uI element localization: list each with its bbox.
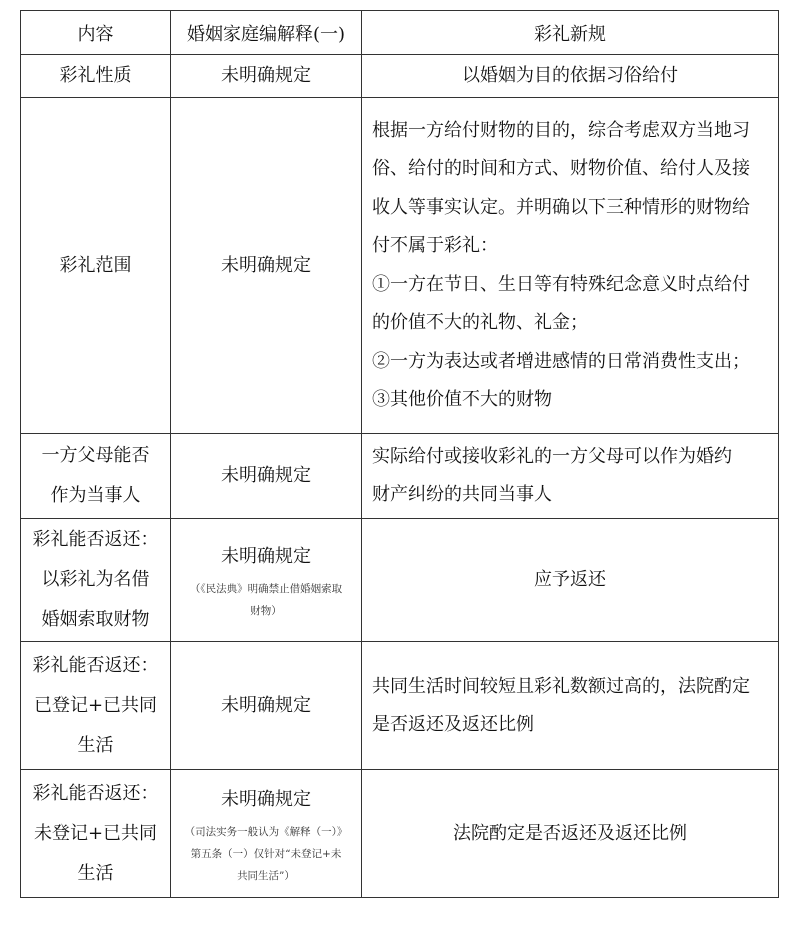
note-line: （《民法典》明确禁止借婚姻索取 — [189, 583, 343, 595]
table-row — [21, 519, 779, 642]
new-rule-line: 是否返还及返还比例 — [372, 713, 534, 735]
old-rule-cell — [171, 98, 362, 434]
category-line: 作为当事人 — [50, 485, 141, 506]
new-rule-cell — [362, 55, 779, 98]
new-rule-line: 财产纠纷的共同当事人 — [372, 484, 552, 505]
new-rule-cell — [362, 642, 779, 770]
old-rule-text: 未明确规定 — [221, 254, 311, 276]
header-row — [21, 11, 779, 55]
row-category — [21, 434, 171, 519]
new-rule-cell — [362, 98, 779, 434]
old-rule-cell — [171, 770, 362, 898]
comparison-table — [20, 10, 779, 898]
table-row — [21, 98, 779, 434]
category-line: 彩礼范围 — [59, 254, 132, 276]
new-rule-line: 收人等事实认定。并明确以下三种情形的财物给 — [372, 196, 750, 218]
header-new-rule: 彩礼新规 — [362, 11, 779, 55]
table-row — [21, 770, 779, 898]
header-old-rule: 婚姻家庭编解释(一) — [171, 11, 362, 55]
row-category — [21, 519, 171, 642]
note-line: （司法实务一般认为《解释（一）》 — [184, 825, 348, 838]
note-line: 共同生活”） — [237, 869, 295, 882]
category-line: 未登记+已共同 — [33, 822, 158, 844]
old-rule-text: 未明确规定 — [221, 546, 311, 567]
table-row — [21, 55, 779, 98]
category-line: 已登记+已共同 — [33, 694, 158, 716]
old-rule-cell — [171, 519, 362, 642]
category-line: 一方父母能否 — [41, 445, 150, 466]
category-line: 彩礼性质 — [59, 65, 132, 86]
old-rule-note — [171, 578, 361, 622]
new-rule-line: 法院酌定是否返还及返还比例 — [453, 822, 687, 844]
new-rule-line: ③其他价值不大的财物 — [372, 389, 552, 410]
category-line: 生活 — [77, 734, 114, 756]
row-category — [21, 55, 171, 98]
category-line: 婚姻索取财物 — [41, 609, 150, 630]
new-rule-line: 的价值不大的礼物、礼金； — [372, 312, 588, 333]
new-rule-cell — [362, 519, 779, 642]
row-category — [21, 770, 171, 898]
row-category — [21, 642, 171, 770]
new-rule-line: 根据一方给付财物的目的，综合考虑双方当地习 — [372, 119, 750, 141]
old-rule-text: 未明确规定 — [221, 788, 311, 810]
table-row — [21, 642, 779, 770]
category-line: 彩礼能否返还： — [32, 529, 159, 550]
category-line: 以彩礼为名借 — [41, 569, 150, 590]
new-rule-cell — [362, 434, 779, 519]
new-rule-line: ②一方为表达或者增进感情的日常消费性支出； — [372, 350, 750, 372]
category-line: 彩礼能否返还： — [32, 654, 159, 676]
note-line: 财物） — [250, 605, 282, 617]
new-rule-line: 实际给付或接收彩礼的一方父母可以作为婚约 — [372, 446, 732, 467]
category-line: 彩礼能否返还： — [32, 782, 159, 804]
old-rule-cell — [171, 642, 362, 770]
note-line: 第五条（一）仅针对“未登记+未 — [190, 847, 342, 860]
new-rule-line: ①一方在节日、生日等有特殊纪念意义时点给付 — [372, 273, 750, 295]
header-content: 内容 — [21, 11, 171, 55]
table-row — [21, 434, 779, 519]
old-rule-note — [171, 821, 361, 887]
old-rule-cell — [171, 55, 362, 98]
old-rule-text: 未明确规定 — [221, 465, 311, 486]
new-rule-line: 应予返还 — [534, 569, 606, 590]
new-rule-line: 俗、给付的时间和方式、财物价值、给付人及接 — [372, 158, 750, 179]
old-rule-cell — [171, 434, 362, 519]
new-rule-line: 付不属于彩礼： — [372, 235, 498, 256]
category-line: 生活 — [77, 862, 114, 884]
new-rule-cell — [362, 770, 779, 898]
row-category — [21, 98, 171, 434]
old-rule-text: 未明确规定 — [221, 694, 311, 716]
new-rule-line: 共同生活时间较短且彩礼数额过高的，法院酌定 — [372, 675, 750, 697]
new-rule-line: 以婚姻为目的依据习俗给付 — [462, 65, 678, 86]
old-rule-text: 未明确规定 — [221, 65, 311, 86]
